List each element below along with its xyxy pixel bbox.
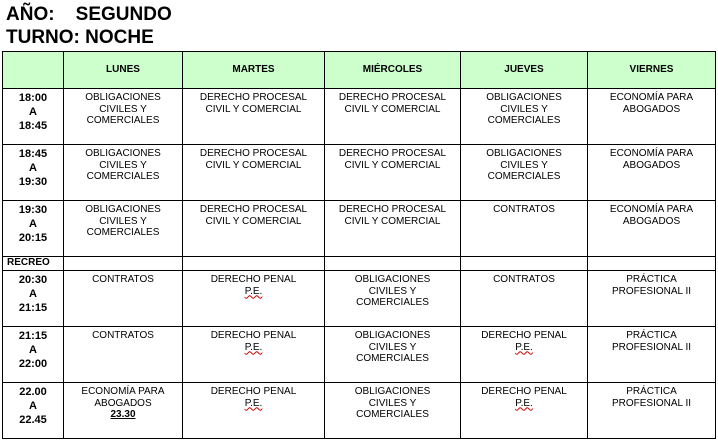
subject-cell-miercoles xyxy=(325,145,461,201)
subject-line: DERECHO PENAL xyxy=(210,330,297,341)
subject-cell-lunes xyxy=(64,327,183,383)
time-slot-row xyxy=(3,89,716,145)
subject-cell-lunes xyxy=(64,89,183,145)
day-header-martes: MARTES xyxy=(183,52,325,89)
subject-cell-martes xyxy=(183,383,325,439)
subject-line: ECONOMÍA PARA xyxy=(609,148,694,159)
subject-line: CONTRATOS xyxy=(92,274,154,285)
corner-cell xyxy=(3,52,64,89)
recreo-empty-cell xyxy=(64,257,183,271)
recreo-empty-cell xyxy=(325,257,461,271)
subject-cell-lunes xyxy=(64,383,183,439)
time-slot-row xyxy=(3,271,716,327)
time-line: 21:15 xyxy=(18,302,48,314)
subject-line: PRÁCTICA xyxy=(626,386,677,397)
subject-line: ABOGADOS xyxy=(94,397,152,409)
subject-line: CIVIL Y COMERCIAL xyxy=(205,159,302,171)
subject-cell-jueves xyxy=(461,271,588,327)
subject-line: CIVIL Y COMERCIAL xyxy=(205,215,302,227)
subject-cell-miercoles xyxy=(325,327,461,383)
subject-line: PROFESIONAL II xyxy=(611,341,692,353)
day-header-lunes: LUNES xyxy=(64,52,183,89)
time-line: 20:30 xyxy=(18,274,48,286)
time-slot-row xyxy=(3,201,716,257)
subject-line: COMERCIALES xyxy=(487,171,561,182)
subject-line: DERECHO PENAL xyxy=(210,274,297,285)
subject-cell-jueves xyxy=(461,383,588,439)
time-cell xyxy=(3,89,64,145)
subject-line: CIVILES Y xyxy=(99,215,147,227)
subject-line: OBLIGACIONES xyxy=(486,92,562,103)
subject-line: ECONOMÍA PARA xyxy=(609,92,694,103)
subject-line: DERECHO PROCESAL xyxy=(338,148,447,159)
subject-line xyxy=(461,398,587,410)
pe-label: P.E. xyxy=(244,397,263,409)
subject-cell-martes xyxy=(183,201,325,257)
subject-line: COMERCIALES xyxy=(86,115,160,126)
subject-cell-viernes xyxy=(588,327,716,383)
schedule-table xyxy=(2,51,716,439)
subject-cell-viernes xyxy=(588,145,716,201)
recreo-empty-cell xyxy=(588,257,716,271)
subject-cell-jueves xyxy=(461,201,588,257)
time-line: A xyxy=(29,344,37,356)
pe-label: P.E. xyxy=(244,285,263,297)
time-line: 18:00 xyxy=(18,92,48,104)
subject-line: CIVIL Y COMERCIAL xyxy=(344,159,441,171)
subject-line: DERECHO PROCESAL xyxy=(338,204,447,215)
subject-line: OBLIGACIONES xyxy=(354,386,431,397)
subject-line: CIVILES Y xyxy=(500,103,548,115)
time-slot-row xyxy=(3,383,716,439)
subject-line: OBLIGACIONES xyxy=(85,204,161,215)
subject-cell-martes xyxy=(183,327,325,383)
subject-line: DERECHO PENAL xyxy=(481,386,567,397)
day-header-viernes: VIERNES xyxy=(588,52,716,89)
subject-line: OBLIGACIONES xyxy=(85,92,161,103)
subject-line: ECONOMÍA PARA xyxy=(81,386,165,397)
year-heading: AÑO: SEGUNDO xyxy=(6,4,172,25)
subject-line: COMERCIALES xyxy=(356,353,429,364)
subject-line: CIVILES Y xyxy=(99,159,147,171)
time-cell xyxy=(3,383,64,439)
subject-cell-lunes xyxy=(64,145,183,201)
subject-cell-martes xyxy=(183,145,325,201)
time-cell xyxy=(3,201,64,257)
subject-line: COMERCIALES xyxy=(86,227,160,238)
subject-line: CIVILES Y xyxy=(368,397,417,409)
time-line: A xyxy=(29,106,37,118)
subject-cell-jueves xyxy=(461,327,588,383)
subject-line: ECONOMÍA PARA xyxy=(609,204,694,215)
subject-line: COMERCIALES xyxy=(356,297,429,308)
subject-line: CIVILES Y xyxy=(99,103,147,115)
subject-line xyxy=(183,342,324,354)
pe-label: P.E. xyxy=(515,397,533,409)
recreo-empty-cell xyxy=(461,257,588,271)
subject-line: CIVIL Y COMERCIAL xyxy=(205,103,302,115)
time-line: 20:15 xyxy=(18,232,48,244)
time-line: 22.45 xyxy=(19,414,47,426)
time-line: A xyxy=(29,288,37,300)
subject-line: DERECHO PENAL xyxy=(481,330,567,341)
time-line: A xyxy=(29,162,37,174)
subject-cell-martes xyxy=(183,271,325,327)
subject-line: DERECHO PENAL xyxy=(210,386,297,397)
subject-cell-viernes xyxy=(588,201,716,257)
subject-line: CIVIL Y COMERCIAL xyxy=(344,215,441,227)
pe-label: P.E. xyxy=(244,341,263,353)
subject-line: ABOGADOS xyxy=(622,215,681,227)
subject-line: COMERCIALES xyxy=(86,171,160,182)
subject-line: CONTRATOS xyxy=(92,330,154,341)
day-header-row xyxy=(3,52,716,89)
time-line: A xyxy=(29,218,37,230)
subject-line: DERECHO PROCESAL xyxy=(338,92,447,103)
day-header-jueves: JUEVES xyxy=(461,52,588,89)
time-line: 19:30 xyxy=(18,204,48,216)
day-header-miercoles: MIÉRCOLES xyxy=(325,52,461,89)
time-slot-row xyxy=(3,145,716,201)
subject-cell-lunes xyxy=(64,271,183,327)
subject-line: CIVIL Y COMERCIAL xyxy=(344,103,441,115)
subject-line: CIVILES Y xyxy=(368,341,417,353)
shift-heading: TURNO: NOCHE xyxy=(6,27,154,48)
time-line: 19:30 xyxy=(18,176,48,188)
subject-line: CIVILES Y xyxy=(368,285,417,297)
subject-line: OBLIGACIONES xyxy=(354,330,431,341)
subject-line: CIVILES Y xyxy=(500,159,548,171)
time-cell xyxy=(3,271,64,327)
time-line: 18:45 xyxy=(18,148,48,160)
recreo-row xyxy=(3,257,716,271)
subject-line: DERECHO PROCESAL xyxy=(199,204,308,215)
time-line: 21:15 xyxy=(18,330,48,342)
subject-cell-miercoles xyxy=(325,201,461,257)
subject-line: OBLIGACIONES xyxy=(486,148,562,159)
recreo-label: RECREO xyxy=(3,257,64,271)
pe-label: P.E. xyxy=(515,341,533,353)
subject-cell-viernes xyxy=(588,383,716,439)
subject-cell-viernes xyxy=(588,89,716,145)
subject-line xyxy=(183,286,324,298)
subject-cell-miercoles xyxy=(325,383,461,439)
subject-cell-viernes xyxy=(588,271,716,327)
subject-cell-lunes xyxy=(64,201,183,257)
subject-line xyxy=(461,342,587,354)
subject-line: PROFESIONAL II xyxy=(611,285,692,297)
subject-line: OBLIGACIONES xyxy=(85,148,161,159)
subject-cell-miercoles xyxy=(325,89,461,145)
subject-cell-miercoles xyxy=(325,271,461,327)
time-slot-row xyxy=(3,327,716,383)
subject-line: DERECHO PROCESAL xyxy=(199,148,308,159)
subject-line: ABOGADOS xyxy=(622,103,681,115)
time-line: A xyxy=(29,400,37,412)
subject-line: PRÁCTICA xyxy=(626,330,677,341)
schedule-body xyxy=(3,52,716,439)
subject-line: PRÁCTICA xyxy=(626,274,677,285)
subject-line: CONTRATOS xyxy=(493,274,555,285)
time-line: 22.00 xyxy=(19,386,47,398)
subject-line: COMERCIALES xyxy=(356,409,429,420)
time-cell xyxy=(3,145,64,201)
recreo-empty-cell xyxy=(183,257,325,271)
subject-line: OBLIGACIONES xyxy=(354,274,431,285)
time-line: 18:45 xyxy=(18,120,48,132)
subject-line xyxy=(183,398,324,410)
subject-line: CONTRATOS xyxy=(493,204,555,215)
subject-cell-jueves xyxy=(461,145,588,201)
time-line: 22:00 xyxy=(18,358,48,370)
subject-line: PROFESIONAL II xyxy=(611,397,692,409)
subject-line: DERECHO PROCESAL xyxy=(199,92,308,103)
subject-cell-martes xyxy=(183,89,325,145)
subject-line: COMERCIALES xyxy=(487,115,561,126)
time-note: 23.30 xyxy=(110,409,136,420)
time-cell xyxy=(3,327,64,383)
subject-line: ABOGADOS xyxy=(622,159,681,171)
subject-cell-jueves xyxy=(461,89,588,145)
